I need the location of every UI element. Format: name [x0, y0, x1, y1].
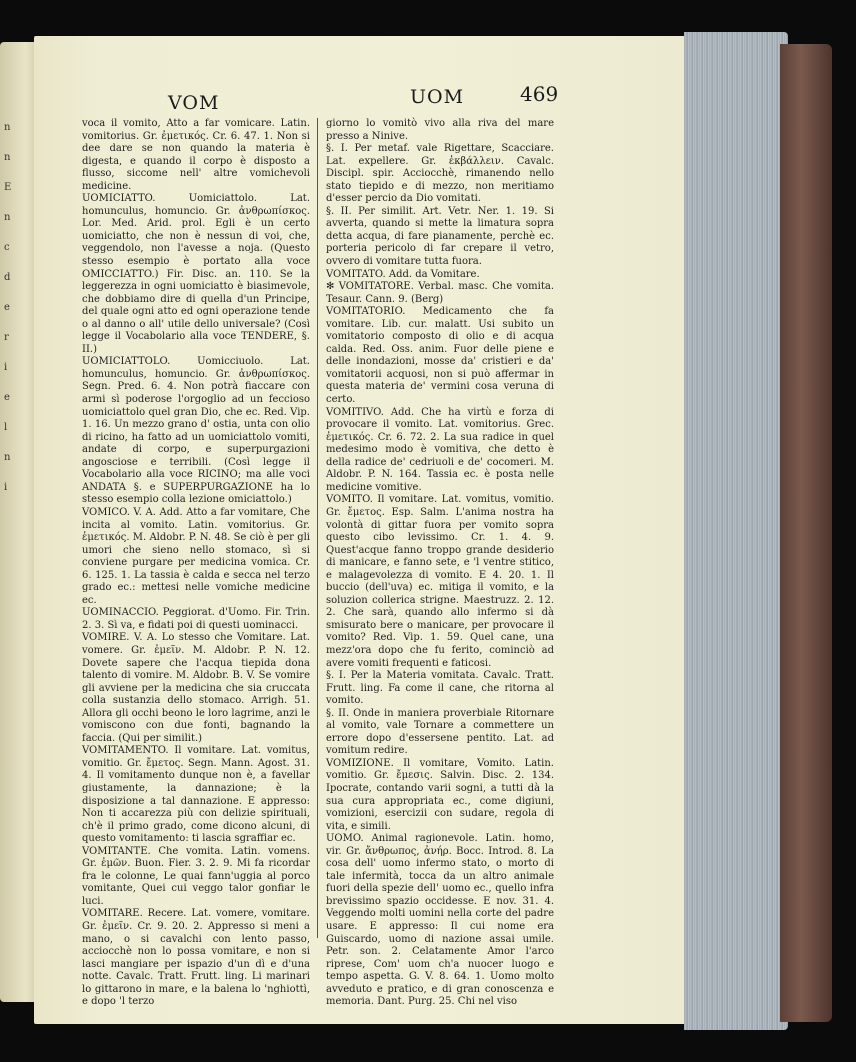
dictionary-entry: VOMIRE. V. A. Lo stesso che Vomitare. Lat. vomere. Gr. ἐμεῖν. M. Aldobr. P. N. 12. Dovete sapere che l'acqua tiepida dona talento di vomire. M. Aldobr. B. V. Se vomire gli avviene per la medicina che sia cruccata colla sustanzia dello stomaco. Arrigh. 51. Allora gli occhi beono le loro lagrime, anzi le vomiscono con due fonti, bagnando la faccia. (Qui per similit.)	[82, 632, 310, 744]
margin-fragment: r	[4, 332, 9, 343]
margin-fragment: n	[4, 452, 11, 463]
dictionary-entry: ✻ VOMITATORE. Verbal. masc. Che vomita. Tesaur. Cann. 9. (Berg)	[326, 281, 554, 305]
dictionary-entry: §. II. Onde in maniera proverbiale Ritornare al vomito, vale Tornare a commettere un errore dopo d'essersene pentito. Lat. ad vomitum redire.	[326, 707, 554, 757]
margin-fragment: i	[4, 362, 8, 373]
dictionary-entry: VOMITATORIO. Medicamento che fa vomitare. Lib. cur. malatt. Usi subito un vomitatorio composto di olio e di acqua calda. Red. Oss. anim. Fuor delle piene e delle inondazioni, mosse da' cristieri e da' vomitatorii acquosi, non si può affermar in questa materia de' vermini cosa veruna di certo.	[326, 306, 554, 406]
dictionary-entry: VOMITATO. Add. da Vomitare.	[326, 268, 480, 280]
dictionary-entry: §. II. Per similit. Art. Vetr. Ner. 1. 19. Si avverta, quando si mette la limatura sopra detta acqua, di fare pianamente, perchè ec. porteria pericolo di far crepare il vetro, ovvero di vomitare tutta fuora.	[326, 205, 554, 268]
dictionary-entry: VOMIZIONE. Il vomitare, Vomito. Latin. vomitio. Gr. ἔμεσις. Salvin. Disc. 2. 134. Ipocrate, contando varii sogni, a tutti dà la sua cura appropriata ec., come digiuni, vomizioni, esercizii con sudare, regola di vita, e simili.	[326, 757, 554, 832]
page-number: 469	[520, 82, 559, 106]
book-cover	[780, 44, 832, 1022]
margin-fragment: c	[4, 242, 10, 253]
dictionary-entry: VOMITIVO. Add. Che ha virtù e forza di provocare il vomito. Lat. vomitorius. Grec. ἐμετικός. Cr. 6. 72. 2. La sua radice in quel medesimo modo è vomitiva, che detto è della radice de' cedriuoli e de' cocomeri. M. Aldobr. P. N. 164. Tassia ec. è posta nelle medicine vomitive.	[326, 406, 554, 493]
margin-fragment: E	[4, 182, 12, 193]
dictionary-entry: §. I. Per la Materia vomitata. Cavalc. Tratt. Frutt. ling. Fa come il cane, che ritorna al vomito.	[326, 670, 554, 707]
margin-fragment: e	[4, 302, 10, 313]
dictionary-entry: VOMICO. V. A. Add. Atto a far vomitare, Che incita al vomito. Latin. vomitorius. Gr. ἐμετικός. M. Aldobr. P. N. 48. Se ciò è per gli umori che sieno nello stomaco, sì si conviene purgare per medicina vomica. Cr. 6. 125. 1. La tassia è calda e secca nel terzo grado ec.: mettesi nelle vomiche medicine ec.	[82, 506, 310, 606]
running-head-right: UOM	[410, 86, 465, 108]
dictionary-entry: §. I. Per metaf. vale Rigettare, Scacciare. Lat. expellere. Gr. ἐκβάλλειν. Cavalc. Discipl. spir. Acciocchè, rimanendo nello stato tiepido e di mezzo, non meritiamo d'esser percio da Dio vomitati.	[326, 143, 554, 205]
dictionary-entry: VOMITO. Il vomitare. Lat. vomitus, vomitio. Gr. ἔμετος. Esp. Salm. L'anima nostra ha volontà di gittar fuora per vomito sopra questo cibo levissimo. Cr. 1. 4. 9. Quest'acque fanno troppo grande desiderio di manicare, e fanno sete, e 'l ventre stitico, e malagevolezza di vomito. E 4. 20. 1. Il buccio (dell'uva) ec. mitiga il vomito, e la soluzion collerica strigne. Maestruzz. 2. 12. 2. Che sarà, quando allo infermo si dà smisurato bere o manicare, per provocare il vomito? Red. Vip. 1. 59. Quel cane, una mezz'ora dopo che fu ferito, cominciò ad avere vomiti frequenti e faticosi.	[326, 494, 554, 669]
running-head-left: VOM	[168, 92, 220, 114]
margin-fragment: n	[4, 122, 11, 133]
dictionary-entry: UOMICIATTO. Uomiciattolo. Lat. homunculus, homuncio. Gr. ἀνθρωπίσκος. Lor. Med. Arid. prol. Egli è un certo uomiciatto, che non è nessun di voi, che, veggendolo, non l'avesse a noja. (Questo stesso esempio è portato alla voce OMICCIATTO.) Fir. Disc. an. 110. Se la leggerezza in ogni uomiciatto è biasimevole, che dobbiamo dire di quella d'un Principe, del quale ogni atto ed ogni operazione tende o al danno o all' utile dello universale? (Così legge il Vocabolario alla voce TENDERE, §. II.)	[82, 193, 310, 355]
dictionary-entry: UOMICIATTOLO. Uomicciuolo. Lat. homunculus, homuncio. Gr. ἀνθρωπίσκος. Segn. Pred. 6. 4. Non potrà fiaccare con armi sì poderose l'orgoglio ad un feccioso uomiciattolo quel gran Dio, che ec. Red. Vip. 1. 16. Un mezzo grano d' ostia, unta con olio di ricino, ha fatto ad un uomiciattolo vomiti, andate di corpo, e superpurgazioni angosciose e terribili. (Così legge il Vocabolario alla voce RICINO; ma alle voci ANDATA §. e SUPERPURGAZIONE ha lo stesso esempio colla lezione omiciattolo.)	[82, 356, 310, 506]
dictionary-entry: UOMO. Animal ragionevole. Latin. homo, vir. Gr. ἄνθρωπος, ἀνήρ. Bocc. Introd. 8. La cosa dell' uomo infermo stato, o morto di tale infermità, tocca da un altro animale fuori della spezie dell' uomo ec., quello infra brevissimo spazio occidesse. E nov. 31. 4. Veggendo molti uomini nella corte del padre usare. E appresso: Il cui nome era Guiscardo, uomo di nazione assai umile. Petr. son. 2. Celatamente Amor l'arco riprese, Com' uom ch'a nuocer luogo e tempo aspetta. G. V. 8. 64. 1. Uomo molto avveduto e pratico, e di gran conoscenza e memoria. Dant. Purg. 25. Chi nel viso	[326, 833, 554, 1008]
dictionary-entry: giorno lo vomitò vivo alla riva del mare presso a Ninive.	[326, 118, 554, 142]
left-column	[82, 118, 310, 1008]
dictionary-entry: VOMITARE. Recere. Lat. vomere, vomitare. Gr. ἐμεῖν. Cr. 9. 20. 2. Appresso si meni a mano, o si cavalchi con lento passo, acciocchè non lo possa vomitare, e non si lasci mangiare per ispazio d'un dì e d'una notte. Cavalc. Tratt. Frutt. ling. Li marinari lo gittarono in mare, e la balena lo 'nghiottì, e dopo 'l terzo	[82, 908, 310, 1008]
dictionary-entry: VOMITAMENTO. Il vomitare. Lat. vomitus, vomitio. Gr. ἔμετος. Segn. Mann. Agost. 31. 4. Il vomitamento dunque non è, a favellar giustamente, la dannazione; è la disposizione a tal dannazione. E appresso: Non ti accarezza più con delizie spirituali, ch'è il primo grado, come dicono alcuni, di questo vomitamento: ti lascia sgraffiar ec.	[82, 745, 310, 845]
right-column	[326, 118, 554, 1008]
margin-fragment: n	[4, 152, 11, 163]
dictionary-entry: UOMINACCIO. Peggiorat. d'Uomo. Fir. Trin. 2. 3. Sì va, e fidati poi di questi uominacci.	[82, 607, 310, 631]
margin-fragment: e	[4, 392, 10, 403]
column-divider	[317, 118, 318, 938]
margin-fragment: i	[4, 482, 8, 493]
page-stack-edge	[684, 32, 788, 1030]
margin-fragment: d	[4, 272, 11, 283]
previous-page-edge	[0, 42, 36, 1002]
margin-fragment: l	[4, 422, 8, 433]
dictionary-entry: VOMITANTE. Che vomita. Latin. vomens. Gr. ἐμῶν. Buon. Fier. 3. 2. 9. Mi fa ricordar fra le colonne, Le quai fann'uggia al porco vomitante, Quei cui veggo talor gonfiar le luci.	[82, 845, 310, 907]
margin-fragment: n	[4, 212, 11, 223]
dictionary-entry: voca il vomito, Atto a far vomicare. Latin. vomitorius. Gr. ἐμετικός. Cr. 6. 47. 1. Non si dee dare se non quando la materia è digesta, e quando il corpo è disposto a flusso, siccome nell' altre vomichevoli medicine.	[82, 118, 310, 192]
